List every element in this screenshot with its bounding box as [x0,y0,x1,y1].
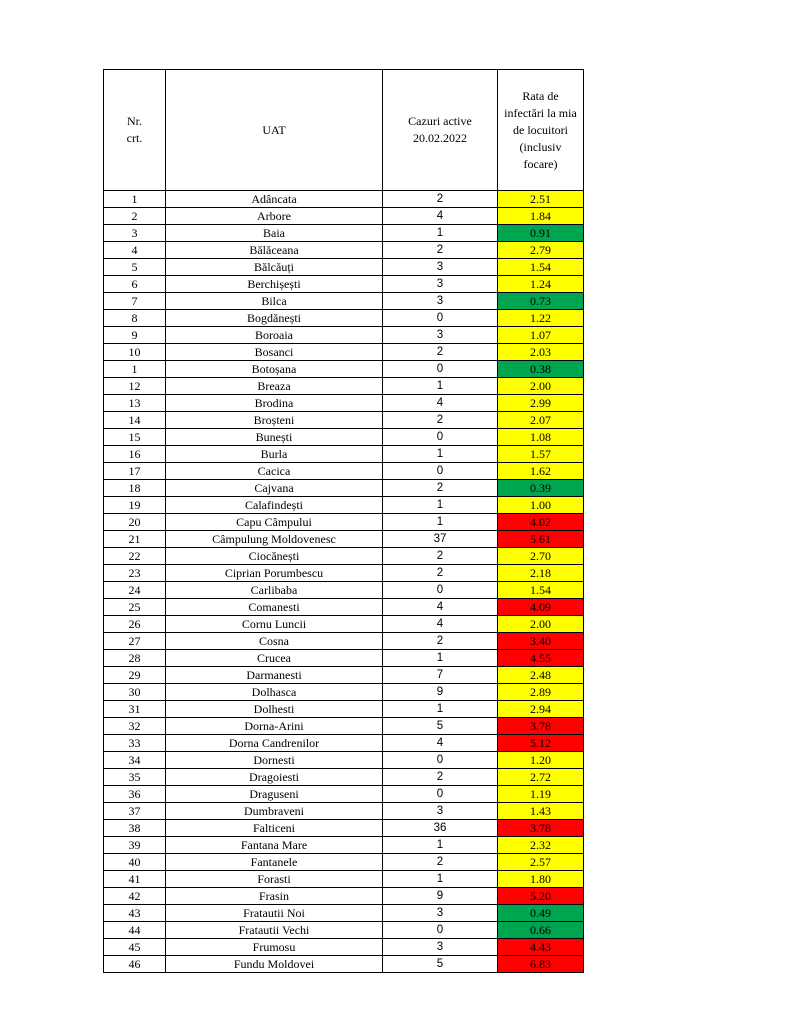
active-cases-cell: 4 [383,616,498,633]
uat-name-cell: Dragoiesti [166,769,383,786]
row-number-cell: 30 [104,684,166,701]
uat-name-cell: Botoșana [166,361,383,378]
table-row [104,293,584,310]
row-number-cell: 9 [104,327,166,344]
table-row [104,429,584,446]
active-cases-cell: 2 [383,480,498,497]
uat-name-cell: Darmanesti [166,667,383,684]
infection-rate-cell: 0.66 [498,922,584,939]
table-row [104,208,584,225]
table-row [104,395,584,412]
row-number-cell: 41 [104,871,166,888]
uat-name-cell: Bunești [166,429,383,446]
uat-name-cell: Bălăceana [166,242,383,259]
uat-name-cell: Burla [166,446,383,463]
row-number-cell: 6 [104,276,166,293]
table-row [104,412,584,429]
active-cases-cell: 1 [383,871,498,888]
uat-name-cell: Fratautii Noi [166,905,383,922]
active-cases-cell: 9 [383,684,498,701]
uat-name-cell: Brodina [166,395,383,412]
uat-name-cell: Fundu Moldovei [166,956,383,973]
active-cases-cell: 1 [383,497,498,514]
infection-rate-cell: 1.57 [498,446,584,463]
active-cases-cell: 2 [383,769,498,786]
infection-rate-cell: 0.39 [498,480,584,497]
table-row [104,684,584,701]
row-number-cell: 5 [104,259,166,276]
table-row [104,616,584,633]
active-cases-cell: 3 [383,905,498,922]
row-number-cell: 38 [104,820,166,837]
active-cases-cell: 0 [383,310,498,327]
infection-rate-cell: 5.61 [498,531,584,548]
uat-name-cell: Capu Câmpului [166,514,383,531]
uat-name-cell: Dolhesti [166,701,383,718]
infection-rate-cell: 1.20 [498,752,584,769]
active-cases-cell: 2 [383,854,498,871]
table-row [104,378,584,395]
row-number-cell: 27 [104,633,166,650]
active-cases-cell: 0 [383,786,498,803]
table-row [104,735,584,752]
infection-rate-cell: 2.72 [498,769,584,786]
table-row [104,242,584,259]
infection-rate-table [103,69,584,973]
row-number-cell: 10 [104,344,166,361]
table-row [104,463,584,480]
row-number-cell: 32 [104,718,166,735]
table-row [104,361,584,378]
table-body [104,191,584,973]
table-row [104,837,584,854]
infection-rate-cell: 2.57 [498,854,584,871]
uat-name-cell: Adâncata [166,191,383,208]
infection-rate-cell: 0.49 [498,905,584,922]
active-cases-cell: 1 [383,225,498,242]
infection-rate-cell: 3.78 [498,718,584,735]
uat-name-cell: Breaza [166,378,383,395]
active-cases-cell: 2 [383,412,498,429]
uat-name-cell: Cajvana [166,480,383,497]
row-number-cell: 1 [104,191,166,208]
table-row [104,599,584,616]
uat-name-cell: Carlibaba [166,582,383,599]
uat-name-cell: Ciocănești [166,548,383,565]
table-header [104,70,584,191]
uat-name-cell: Ciprian Porumbescu [166,565,383,582]
infection-rate-cell: 1.84 [498,208,584,225]
infection-rate-cell: 2.03 [498,344,584,361]
uat-name-cell: Frasin [166,888,383,905]
active-cases-cell: 5 [383,956,498,973]
infection-rate-cell: 3.40 [498,633,584,650]
uat-name-cell: Cosna [166,633,383,650]
infection-rate-cell: 1.00 [498,497,584,514]
infection-rate-cell: 2.89 [498,684,584,701]
table-row [104,650,584,667]
row-number-cell: 17 [104,463,166,480]
active-cases-cell: 0 [383,463,498,480]
row-number-cell: 34 [104,752,166,769]
table-row [104,786,584,803]
active-cases-cell: 1 [383,514,498,531]
uat-name-cell: Cornu Luncii [166,616,383,633]
infection-rate-cell: 1.54 [498,259,584,276]
active-cases-cell: 7 [383,667,498,684]
uat-name-cell: Dornesti [166,752,383,769]
active-cases-cell: 3 [383,276,498,293]
infection-rate-cell: 2.32 [498,837,584,854]
active-cases-cell: 4 [383,599,498,616]
uat-name-cell: Baia [166,225,383,242]
active-cases-cell: 3 [383,259,498,276]
table-row [104,667,584,684]
uat-name-cell: Dolhasca [166,684,383,701]
row-number-cell: 16 [104,446,166,463]
infection-rate-cell: 2.94 [498,701,584,718]
infection-rate-cell: 1.19 [498,786,584,803]
table-row [104,259,584,276]
infection-rate-cell: 2.48 [498,667,584,684]
infection-rate-cell: 1.54 [498,582,584,599]
table-row [104,582,584,599]
row-number-cell: 46 [104,956,166,973]
active-cases-cell: 1 [383,701,498,718]
table-row [104,276,584,293]
infection-rate-cell: 4.43 [498,939,584,956]
uat-name-cell: Dorna-Arini [166,718,383,735]
infection-rate-cell: 3.78 [498,820,584,837]
infection-rate-cell: 5.12 [498,735,584,752]
active-cases-cell: 36 [383,820,498,837]
infection-rate-cell: 2.51 [498,191,584,208]
table-row [104,497,584,514]
table-row [104,344,584,361]
infection-rate-cell: 1.24 [498,276,584,293]
active-cases-cell: 0 [383,582,498,599]
table-row [104,820,584,837]
table-row [104,939,584,956]
table-row [104,548,584,565]
table-row [104,871,584,888]
row-number-cell: 28 [104,650,166,667]
row-number-cell: 12 [104,378,166,395]
infection-rate-cell: 1.62 [498,463,584,480]
uat-name-cell: Crucea [166,650,383,667]
table-row [104,531,584,548]
row-number-cell: 43 [104,905,166,922]
row-number-cell: 39 [104,837,166,854]
infection-rate-cell: 4.09 [498,599,584,616]
table-row [104,565,584,582]
infection-rate-cell: 2.70 [498,548,584,565]
table-row [104,803,584,820]
header-nr: Nr. crt. [104,70,166,191]
row-number-cell: 19 [104,497,166,514]
uat-name-cell: Draguseni [166,786,383,803]
active-cases-cell: 3 [383,327,498,344]
table-row [104,327,584,344]
row-number-cell: 37 [104,803,166,820]
infection-rate-cell: 4.55 [498,650,584,667]
table-row [104,752,584,769]
uat-name-cell: Fantanele [166,854,383,871]
active-cases-cell: 4 [383,735,498,752]
infection-rate-cell: 1.07 [498,327,584,344]
active-cases-cell: 2 [383,242,498,259]
active-cases-cell: 0 [383,752,498,769]
infection-rate-cell: 2.00 [498,616,584,633]
active-cases-cell: 3 [383,939,498,956]
active-cases-cell: 3 [383,803,498,820]
row-number-cell: 25 [104,599,166,616]
table-row [104,888,584,905]
header-infection-rate: Rata de infectări la mia de locuitori (inclusiv focare) [498,70,584,191]
uat-name-cell: Dumbraveni [166,803,383,820]
table-row [104,514,584,531]
table-row [104,225,584,242]
uat-name-cell: Dorna Candrenilor [166,735,383,752]
uat-name-cell: Berchișești [166,276,383,293]
table-row [104,633,584,650]
active-cases-cell: 2 [383,191,498,208]
row-number-cell: 23 [104,565,166,582]
row-number-cell: 20 [104,514,166,531]
table-row [104,310,584,327]
active-cases-cell: 1 [383,837,498,854]
infection-rate-cell: 2.79 [498,242,584,259]
row-number-cell: 7 [104,293,166,310]
infection-rate-cell: 4.02 [498,514,584,531]
active-cases-cell: 1 [383,650,498,667]
row-number-cell: 40 [104,854,166,871]
uat-name-cell: Cacica [166,463,383,480]
row-number-cell: 13 [104,395,166,412]
table-row [104,922,584,939]
uat-name-cell: Fantana Mare [166,837,383,854]
table-row [104,446,584,463]
active-cases-cell: 37 [383,531,498,548]
row-number-cell: 31 [104,701,166,718]
table-row [104,480,584,497]
uat-name-cell: Bosanci [166,344,383,361]
infection-rate-cell: 2.00 [498,378,584,395]
uat-name-cell: Câmpulung Moldovenesc [166,531,383,548]
row-number-cell: 3 [104,225,166,242]
row-number-cell: 1 [104,361,166,378]
table-row [104,854,584,871]
row-number-cell: 42 [104,888,166,905]
active-cases-cell: 0 [383,361,498,378]
active-cases-cell: 0 [383,922,498,939]
active-cases-cell: 0 [383,429,498,446]
table-row [104,905,584,922]
active-cases-cell: 2 [383,565,498,582]
header-active-cases: Cazuri active 20.02.2022 [383,70,498,191]
infection-rate-cell: 1.43 [498,803,584,820]
active-cases-cell: 5 [383,718,498,735]
infection-rate-cell: 1.08 [498,429,584,446]
table-row [104,191,584,208]
active-cases-cell: 3 [383,293,498,310]
row-number-cell: 8 [104,310,166,327]
uat-name-cell: Bălcăuți [166,259,383,276]
active-cases-cell: 2 [383,633,498,650]
active-cases-cell: 2 [383,344,498,361]
table-row [104,956,584,973]
uat-name-cell: Forasti [166,871,383,888]
infection-rate-cell: 0.91 [498,225,584,242]
row-number-cell: 45 [104,939,166,956]
header-uat: UAT [166,70,383,191]
row-number-cell: 35 [104,769,166,786]
uat-name-cell: Boroaia [166,327,383,344]
row-number-cell: 44 [104,922,166,939]
active-cases-cell: 4 [383,395,498,412]
table-row [104,769,584,786]
infection-rate-cell: 5.20 [498,888,584,905]
active-cases-cell: 1 [383,378,498,395]
row-number-cell: 22 [104,548,166,565]
uat-name-cell: Bilca [166,293,383,310]
row-number-cell: 29 [104,667,166,684]
uat-name-cell: Falticeni [166,820,383,837]
row-number-cell: 4 [104,242,166,259]
row-number-cell: 33 [104,735,166,752]
active-cases-cell: 4 [383,208,498,225]
active-cases-cell: 9 [383,888,498,905]
uat-name-cell: Bogdănești [166,310,383,327]
uat-name-cell: Calafindești [166,497,383,514]
row-number-cell: 18 [104,480,166,497]
infection-rate-cell: 0.73 [498,293,584,310]
infection-rate-cell: 1.80 [498,871,584,888]
row-number-cell: 21 [104,531,166,548]
infection-rate-cell: 2.18 [498,565,584,582]
table-row [104,718,584,735]
uat-name-cell: Comanesti [166,599,383,616]
infection-rate-cell: 2.99 [498,395,584,412]
active-cases-cell: 2 [383,548,498,565]
infection-rate-cell: 0.38 [498,361,584,378]
uat-name-cell: Arbore [166,208,383,225]
header-row [104,70,584,191]
infection-rate-cell: 1.22 [498,310,584,327]
row-number-cell: 2 [104,208,166,225]
row-number-cell: 14 [104,412,166,429]
row-number-cell: 36 [104,786,166,803]
row-number-cell: 26 [104,616,166,633]
active-cases-cell: 1 [383,446,498,463]
row-number-cell: 15 [104,429,166,446]
uat-name-cell: Frumosu [166,939,383,956]
infection-rate-cell: 6.83 [498,956,584,973]
uat-name-cell: Fratautii Vechi [166,922,383,939]
row-number-cell: 24 [104,582,166,599]
infection-rate-cell: 2.07 [498,412,584,429]
table-row [104,701,584,718]
uat-name-cell: Broșteni [166,412,383,429]
